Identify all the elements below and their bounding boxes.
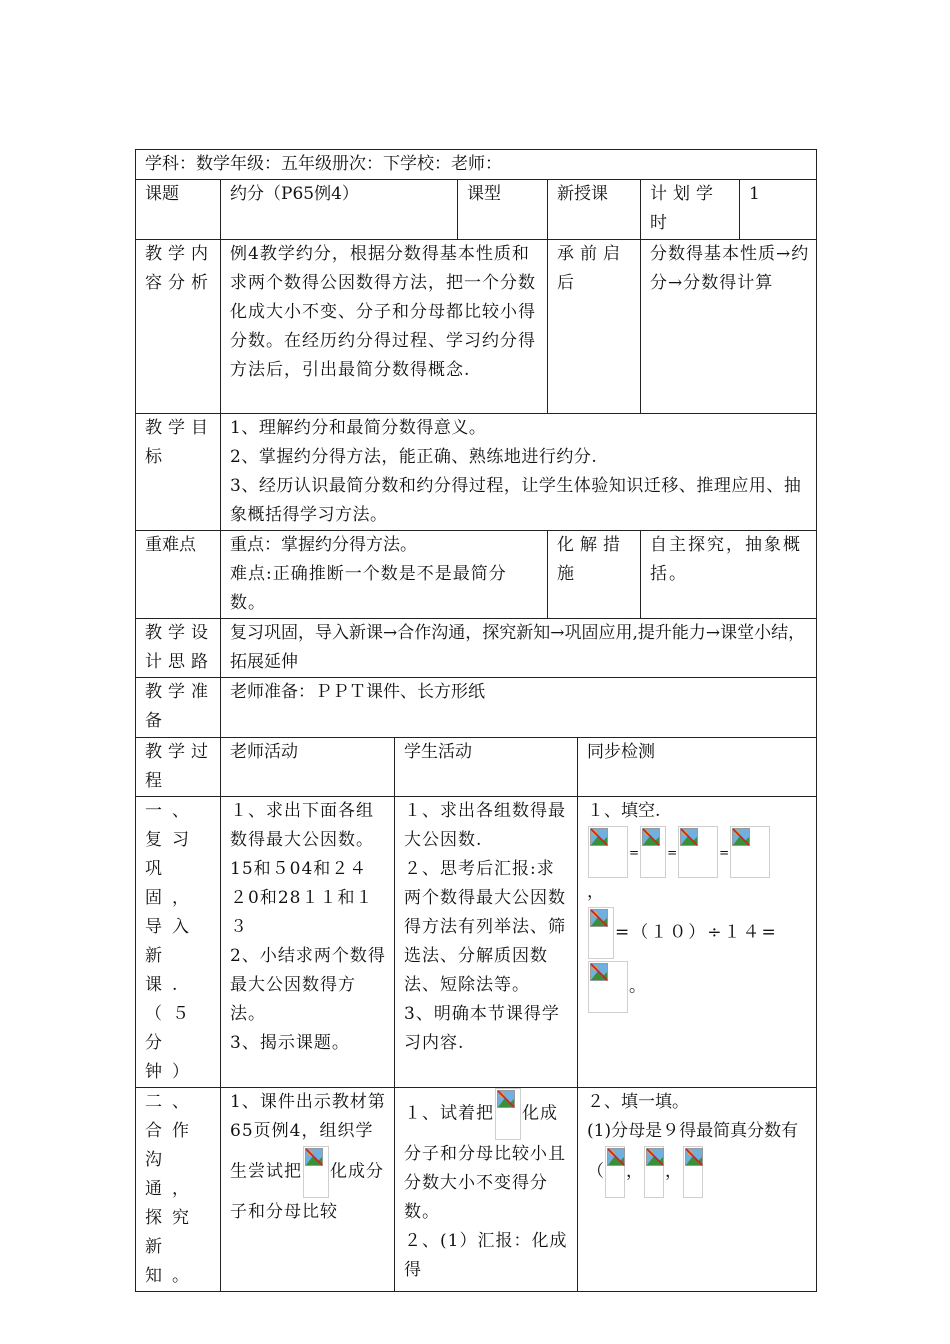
fraction-equation-row — [587, 826, 810, 878]
stage1-teacher-item: 2、小结求两个数得最大公因数得方法。 — [230, 946, 386, 1024]
broken-image-icon — [588, 961, 628, 1013]
process-label: 教学过程 — [136, 738, 221, 797]
key-point: 重点：掌握约分得方法。 — [230, 535, 417, 555]
broken-image-icon — [495, 1088, 521, 1140]
broken-image-icon — [605, 1146, 625, 1198]
lesson-plan-table — [135, 149, 817, 1292]
broken-image-glyph — [590, 963, 608, 981]
broken-image-icon — [588, 907, 614, 959]
separator-comma: ， — [665, 1161, 682, 1182]
stage2-label: 二、合作沟通，探究新知。 — [136, 1088, 221, 1292]
division-expression: =（１０）÷１４= — [615, 922, 778, 943]
broken-image-icon — [588, 826, 628, 878]
planned-hours-value: 1 — [740, 180, 817, 240]
broken-image-icon — [303, 1146, 329, 1198]
equals-sign: = — [629, 845, 640, 860]
stage1-teacher-item: ２0和28１１和１３ — [230, 888, 374, 937]
separator-comma: ， — [626, 1161, 643, 1182]
stage1-teacher-item: 15和５04和２４ — [230, 859, 368, 879]
measures-value: 自主探究，抽象概括。 — [641, 531, 817, 619]
course-type-value: 新授课 — [548, 180, 641, 240]
broken-image-glyph — [680, 828, 698, 846]
stage1-student-item: ２、思考后汇报:求两个数得最大公因数得方法有列举法、筛选法、分解质因数法、短除法等。 — [404, 859, 566, 995]
key-points-label: 重难点 — [136, 531, 221, 619]
broken-image-glyph — [685, 1148, 703, 1166]
stage1-teacher-item: 3、揭示课题。 — [230, 1033, 350, 1053]
sync-check-header: 同步检测 — [578, 738, 817, 797]
goal-item: 1、理解约分和最简分数得意义。 — [230, 418, 487, 438]
goal-item: 3、经历认识最简分数和约分得过程，让学生体验知识迁移、推理应用、抽象概括得学习方法。 — [230, 476, 802, 525]
stage1-teacher — [221, 797, 395, 1088]
content-analysis-label: 教学内容分析 — [136, 240, 221, 414]
stage2-teacher-text: 1、课件出示教材第65页例4，组织学生尝试把 — [230, 1092, 386, 1182]
content-analysis-value: 例4教学约分，根据分数得基本性质和求两个数得公因数得方法，把一个分数化成大小不变、分子和分母都比较小得分数。在经历约分得过程、学习约分得方法后，引出最简分数得概念. — [221, 240, 548, 414]
stage1-label: 一、复习巩固，导入新课.（５分钟） — [136, 797, 221, 1088]
broken-image-glyph — [305, 1148, 323, 1166]
topic-label: 课题 — [136, 180, 221, 240]
broken-image-glyph — [590, 828, 608, 846]
equals-sign: = — [667, 845, 678, 860]
design-value: 复习巩固，导入新课→合作沟通，探究新知→巩固应用,提升能力→课堂小结，拓展延伸 — [221, 619, 817, 678]
broken-image-glyph — [646, 1148, 664, 1166]
measures-label: 化解措施 — [548, 531, 641, 619]
broken-image-glyph — [607, 1148, 625, 1166]
stage2-student-text: ２、(1）汇报：化成得 — [404, 1231, 568, 1280]
topic-value: 约分（P65例4） — [221, 180, 458, 240]
header-info: 学科：数学年级：五年级册次：下学校：老师： — [136, 150, 817, 180]
hard-point: 难点:正确推断一个数是不是最简分数。 — [230, 564, 507, 613]
design-label: 教学设计思路 — [136, 619, 221, 678]
student-activity-header: 学生活动 — [395, 738, 578, 797]
stage2-student — [395, 1088, 578, 1292]
broken-image-icon — [730, 826, 770, 878]
broken-image-icon — [678, 826, 718, 878]
division-expression-row — [587, 907, 810, 961]
broken-image-glyph — [590, 909, 608, 927]
broken-image-glyph — [497, 1090, 515, 1108]
teaching-goals-label: 教学目标 — [136, 414, 221, 531]
answer-row — [587, 961, 810, 1015]
key-points-value — [221, 531, 548, 619]
teacher-activity-header: 老师活动 — [221, 738, 395, 797]
stage1-student — [395, 797, 578, 1088]
preparation-value: 老师准备：ＰＰＴ课件、长方形纸 — [221, 678, 817, 738]
stage2-check-text: (1)分母是９得最简真分数有（ — [587, 1121, 799, 1182]
teaching-goals-list — [221, 414, 817, 531]
continuity-value: 分数得基本性质→约分→分数得计算 — [641, 240, 817, 414]
broken-image-glyph — [732, 828, 750, 846]
period-mark: 。 — [629, 976, 646, 997]
broken-image-icon — [683, 1146, 703, 1198]
stage1-teacher-item: １、求出下面各组数得最大公因数。 — [230, 801, 374, 850]
stage2-student-text: １、试着把 — [404, 1103, 494, 1124]
separator-comma: ， — [587, 882, 604, 902]
stage2-student-text: 化成分子和分母比较小且分数大小不变得分数。 — [404, 1103, 566, 1222]
goal-item: 2、掌握约分得方法，能正确、熟练地进行约分. — [230, 447, 598, 467]
stage1-check-title: １、填空. — [587, 801, 661, 821]
continuity-label: 承前启后 — [548, 240, 641, 414]
broken-image-icon — [644, 1146, 664, 1198]
equals-sign: = — [719, 845, 730, 860]
stage1-student-item: １、求出各组数得最大公因数. — [404, 801, 566, 850]
stage2-check — [578, 1088, 817, 1292]
stage1-check — [578, 797, 817, 1088]
preparation-label: 教学准备 — [136, 678, 221, 738]
broken-image-glyph — [642, 828, 660, 846]
stage2-teacher-text: 化成分子和分母比较 — [230, 1161, 384, 1222]
stage2-check-title: ２、填一填。 — [587, 1092, 689, 1112]
course-type-label: 课型 — [458, 180, 548, 240]
stage2-teacher — [221, 1088, 395, 1292]
stage1-student-item: 3、明确本节课得学习内容. — [404, 1004, 560, 1053]
broken-image-icon — [640, 826, 666, 878]
planned-hours-label: 计划学时 — [641, 180, 740, 240]
